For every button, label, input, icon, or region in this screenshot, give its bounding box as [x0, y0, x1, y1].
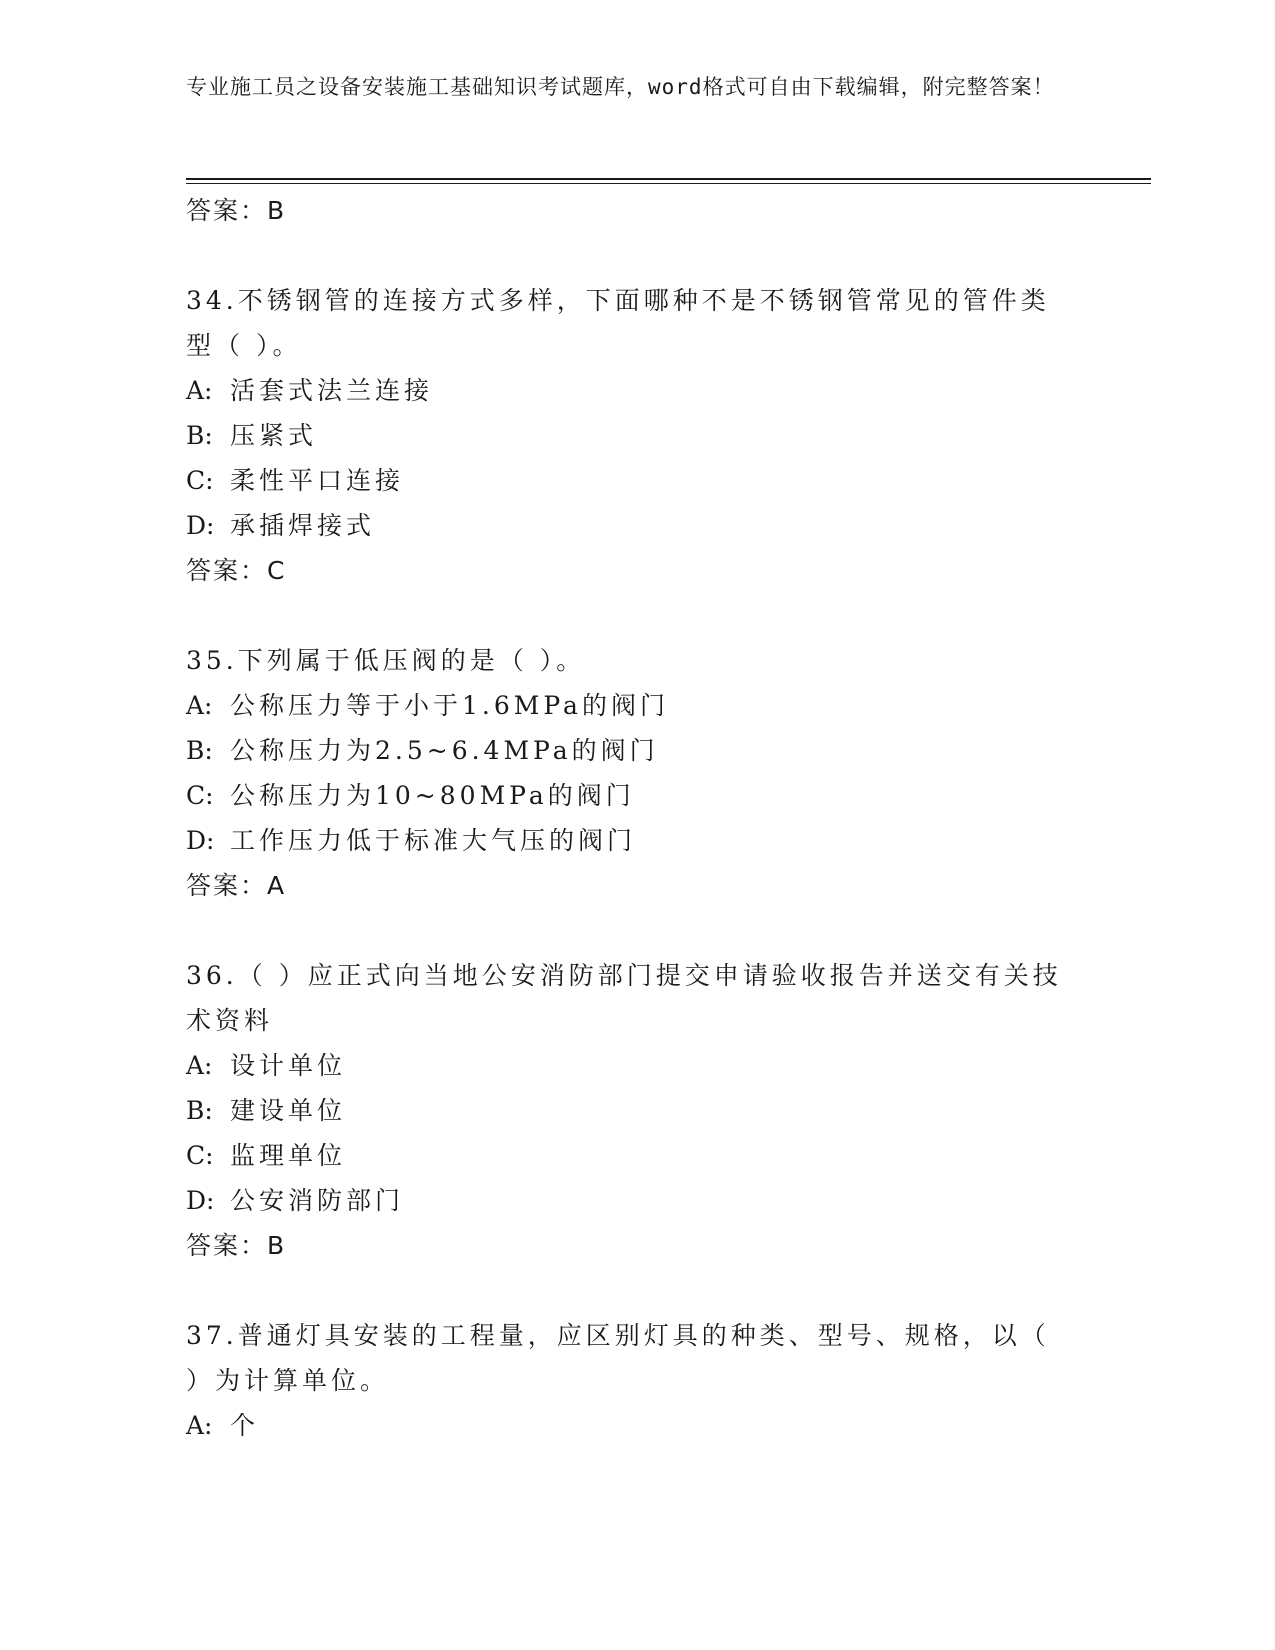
answer-label: 答案：: [186, 556, 268, 585]
option-d: [186, 818, 1086, 863]
option-c: [186, 773, 1086, 818]
option-letter: B:: [186, 736, 213, 765]
answer-line: [186, 1223, 1086, 1268]
header-divider-thin: [186, 183, 1151, 184]
question-stem: 34.不锈钢管的连接方式多样，下面哪种不是不锈钢管常见的管件类型（ ）。: [186, 286, 1050, 360]
option-letter: C:: [186, 1141, 214, 1170]
answer-label: 答案：: [186, 196, 268, 225]
option-d: [186, 503, 1086, 548]
option-letter: B:: [186, 1096, 213, 1125]
option-letter: C:: [186, 466, 214, 495]
option-letter: C:: [186, 781, 214, 810]
document-header: 专业施工员之设备安装施工基础知识考试题库，word格式可自由下载编辑，附完整答案！: [186, 75, 1055, 99]
option-text: 个: [230, 1411, 260, 1440]
option-text: 工作压力低于标准大气压的阀门: [230, 826, 637, 855]
answer-label: 答案：: [186, 871, 268, 900]
option-c: [186, 1133, 1086, 1178]
option-b: [186, 728, 1086, 773]
option-text: 柔性平口连接: [230, 466, 405, 495]
question-stem: 35.下列属于低压阀的是（ ）。: [186, 646, 586, 675]
option-letter: A:: [186, 376, 213, 405]
option-text: 公称压力为10~80MPa的阀门: [230, 781, 635, 810]
option-letter: A:: [186, 1051, 213, 1080]
option-text: 承插焊接式: [230, 511, 376, 540]
answer-line: [186, 188, 1086, 233]
question-list: [186, 188, 1086, 1448]
answer-label: 答案：: [186, 1231, 268, 1260]
option-b: [186, 413, 1086, 458]
answer-value: A: [267, 871, 285, 900]
question-stem: 36.（ ）应正式向当地公安消防部门提交申请验收报告并送交有关技术资料: [186, 961, 1062, 1035]
answer-line: [186, 548, 1086, 593]
question-36: [186, 953, 1086, 1268]
option-b: [186, 1088, 1086, 1133]
option-text: 监理单位: [230, 1141, 347, 1170]
option-text: 压紧式: [230, 421, 318, 450]
option-letter: B:: [186, 421, 213, 450]
question-37: [186, 1313, 1086, 1448]
option-letter: D:: [186, 511, 215, 540]
option-text: 设计单位: [230, 1051, 347, 1080]
option-a: [186, 1403, 1086, 1448]
option-a: [186, 368, 1086, 413]
option-text: 公称压力等于小于1.6MPa的阀门: [230, 691, 669, 720]
option-text: 公称压力为2.5~6.4MPa的阀门: [230, 736, 659, 765]
answer-value: C: [267, 556, 285, 585]
option-text: 公安消防部门: [230, 1186, 405, 1215]
option-d: [186, 1178, 1086, 1223]
option-a: [186, 1043, 1086, 1088]
option-letter: A:: [186, 1411, 213, 1440]
question-stem: 37.普通灯具安装的工程量，应区别灯具的种类、型号、规格，以（ ）为计算单位。: [186, 1321, 1050, 1395]
answer-value: B: [267, 196, 285, 225]
option-letter: D:: [186, 826, 215, 855]
option-letter: A:: [186, 691, 213, 720]
answer-line: [186, 863, 1086, 908]
question-35: [186, 638, 1086, 908]
option-text: 活套式法兰连接: [230, 376, 434, 405]
option-letter: D:: [186, 1186, 215, 1215]
answer-value: B: [267, 1231, 285, 1260]
header-divider-thick: [186, 178, 1151, 180]
option-c: [186, 458, 1086, 503]
option-a: [186, 683, 1086, 728]
question-34: [186, 278, 1086, 593]
option-text: 建设单位: [230, 1096, 347, 1125]
